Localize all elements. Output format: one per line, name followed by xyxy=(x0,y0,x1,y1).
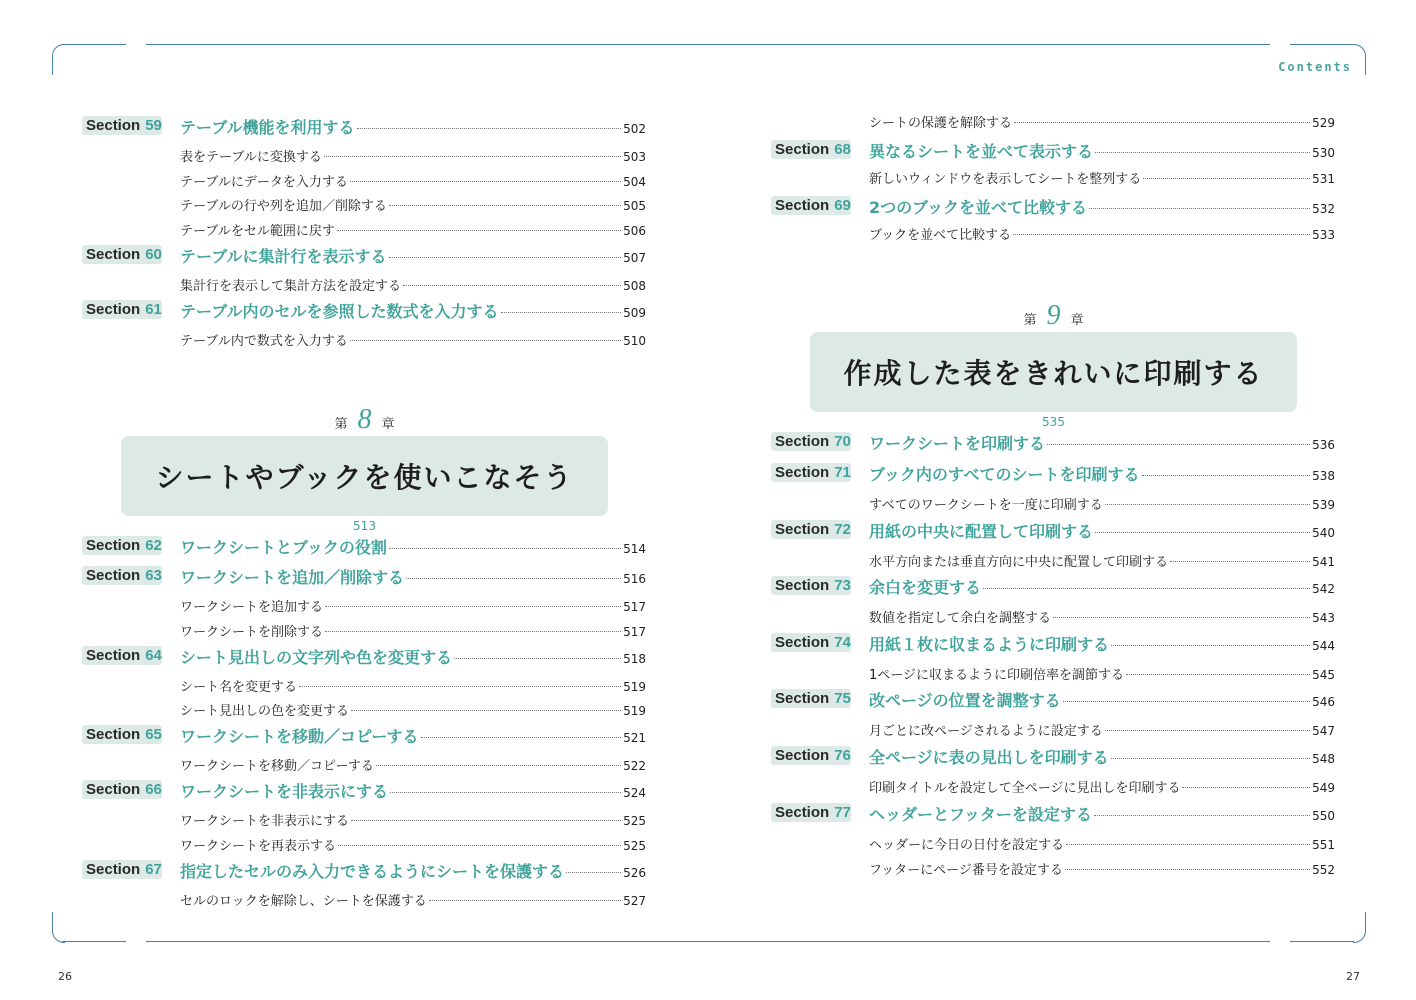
section-entry[interactable] xyxy=(180,645,646,668)
section-entry[interactable] xyxy=(180,859,646,882)
toc-subentry[interactable] xyxy=(180,621,646,640)
section-label: Section xyxy=(86,117,141,134)
section-number: 69 xyxy=(834,196,851,214)
subentry-title: フッターにページ番号を設定する xyxy=(869,862,1063,878)
section-page: 550 xyxy=(1312,808,1335,823)
section-page: 509 xyxy=(623,305,646,320)
dot-leader xyxy=(1014,122,1310,123)
section-badge xyxy=(771,746,851,765)
toc-subentry[interactable] xyxy=(869,607,1335,626)
section-title: ワークシートを非表示にする xyxy=(180,782,389,802)
subentry-title: シート見出しの色を変更する xyxy=(180,704,350,720)
section-entry[interactable] xyxy=(869,688,1335,711)
section-number: 67 xyxy=(145,860,162,878)
subentry-page: 545 xyxy=(1312,667,1335,682)
section-title: ブック内のすべてのシートを印刷する xyxy=(869,465,1140,484)
subentry-title: 表をテーブルに変換する xyxy=(180,150,322,165)
section-page: 540 xyxy=(1312,525,1335,540)
section-badge xyxy=(771,576,851,595)
subentry-title: ワークシートを移動／コピーする xyxy=(180,759,374,775)
chapter-number: 9 xyxy=(1046,300,1061,331)
dot-leader xyxy=(1089,208,1310,209)
section-title: 改ページの位置を調整する xyxy=(869,691,1061,711)
subentry-page: 529 xyxy=(1312,116,1335,130)
section-title: ワークシートとブックの役割 xyxy=(180,538,387,557)
subentry-page: 539 xyxy=(1312,498,1335,512)
dot-leader xyxy=(1053,617,1310,618)
section-entry[interactable] xyxy=(869,519,1335,542)
chapter-page: 535 xyxy=(1042,415,1065,429)
section-page: 521 xyxy=(623,731,646,746)
section-entry[interactable] xyxy=(180,535,646,558)
dot-leader xyxy=(1063,701,1310,702)
section-page: 514 xyxy=(623,542,646,556)
dot-leader xyxy=(1170,561,1310,562)
chapter-9-label xyxy=(810,300,1297,332)
dot-leader xyxy=(406,578,621,579)
frame-bottom-left xyxy=(62,941,126,942)
section-label: Section xyxy=(775,633,830,651)
toc-subentry[interactable] xyxy=(180,330,646,349)
section-title: 全ページに表の見出しを印刷する xyxy=(869,748,1109,767)
section-badge xyxy=(82,646,162,665)
section-label: Section xyxy=(775,747,830,764)
section-entry[interactable] xyxy=(869,802,1335,825)
section-page: 524 xyxy=(623,786,646,801)
section-label: Section xyxy=(775,690,830,708)
section-badge xyxy=(771,432,851,451)
section-page: 507 xyxy=(623,250,646,265)
dot-leader xyxy=(376,765,621,766)
dot-leader xyxy=(1111,645,1310,646)
section-title: ワークシートを移動／コピーする xyxy=(180,727,419,747)
toc-subentry[interactable] xyxy=(180,171,646,190)
section-label: Section xyxy=(86,646,141,664)
subentry-title: ワークシートを追加する xyxy=(180,600,324,615)
dot-leader xyxy=(1066,844,1310,845)
section-badge xyxy=(771,803,851,822)
section-number: 64 xyxy=(145,646,162,664)
subentry-title: 月ごとに改ページされるように設定する xyxy=(869,724,1103,740)
toc-subentry[interactable] xyxy=(180,596,646,615)
toc-subentry[interactable] xyxy=(180,275,646,294)
dot-leader xyxy=(1094,815,1310,816)
dot-leader xyxy=(389,548,621,549)
section-label: Section xyxy=(86,537,141,554)
section-label: Section xyxy=(775,464,830,481)
toc-left-part-a xyxy=(82,116,646,356)
dot-leader xyxy=(325,631,621,632)
subentry-title: セルのロックを解除し、シートを保護する xyxy=(180,893,427,909)
chapter-9-block xyxy=(810,300,1297,429)
subentry-page: 552 xyxy=(1312,862,1335,877)
dot-leader xyxy=(350,340,621,341)
section-title: テーブル機能を利用する xyxy=(180,118,355,137)
section-badge xyxy=(771,196,851,215)
subentry-page: 533 xyxy=(1312,227,1335,242)
subentry-page: 508 xyxy=(623,278,646,293)
toc-subentry[interactable] xyxy=(180,700,646,719)
toc-subentry[interactable] xyxy=(180,810,646,829)
dot-leader xyxy=(350,181,621,182)
section-number: 68 xyxy=(834,141,851,158)
section-label: Section xyxy=(775,433,830,450)
section-page: 536 xyxy=(1312,438,1335,452)
toc-subentry[interactable] xyxy=(180,835,646,854)
section-badge xyxy=(771,463,851,482)
frame-bottom-center xyxy=(146,941,1270,942)
dot-leader xyxy=(1143,178,1310,179)
section-badge xyxy=(771,689,851,708)
section-number: 61 xyxy=(145,300,162,318)
section-entry[interactable] xyxy=(869,745,1335,768)
dot-leader xyxy=(1142,475,1311,476)
section-entry[interactable] xyxy=(869,195,1335,218)
section-title: 異なるシートを並べて表示する xyxy=(869,142,1094,161)
subentry-title: 印刷タイトルを設定して全ページに見出しを印刷する xyxy=(869,781,1181,796)
section-label: Section xyxy=(86,300,141,318)
section-number: 65 xyxy=(145,726,162,744)
subentry-page: 527 xyxy=(623,893,646,908)
section-number: 66 xyxy=(145,781,162,799)
subentry-title: ワークシートを削除する xyxy=(180,624,324,640)
section-number: 77 xyxy=(834,803,851,821)
dot-leader xyxy=(1065,869,1310,870)
section-number: 72 xyxy=(834,520,851,538)
section-page: 538 xyxy=(1312,469,1335,483)
chapter-prefix: 第 xyxy=(1023,313,1037,328)
toc-subentry[interactable] xyxy=(180,220,646,239)
toc-subentry[interactable] xyxy=(869,859,1335,878)
dot-leader xyxy=(338,845,621,846)
subentry-page: 517 xyxy=(623,624,646,639)
toc-right-part-a xyxy=(771,140,1335,250)
frame-top-center xyxy=(146,44,1270,45)
section-label: Section xyxy=(86,860,141,878)
subentry-page: 522 xyxy=(623,759,646,774)
chapter-title: シートやブックを使いこなそう xyxy=(121,436,608,516)
dot-leader xyxy=(421,737,622,738)
toc-subentry[interactable] xyxy=(180,146,646,165)
section-title: シート見出しの文字列や色を変更する xyxy=(180,647,453,667)
subentry-page: 510 xyxy=(623,333,646,348)
toc-right-part-b xyxy=(771,432,1335,878)
section-label: Section xyxy=(86,781,141,799)
section-label: Section xyxy=(775,803,830,821)
section-page: 532 xyxy=(1312,201,1335,216)
section-badge xyxy=(771,520,851,539)
section-number: 63 xyxy=(145,567,162,584)
subentry-page: 541 xyxy=(1312,554,1335,569)
section-badge xyxy=(771,140,851,159)
section-page: 548 xyxy=(1312,752,1335,766)
section-badge xyxy=(82,860,162,879)
dot-leader xyxy=(454,658,621,659)
section-title: 用紙１枚に収まるように印刷する xyxy=(869,634,1110,654)
section-page: 518 xyxy=(623,651,646,666)
dot-leader xyxy=(983,588,1310,589)
section-label: Section xyxy=(775,577,830,595)
subentry-title: 1ページに収まるように印刷倍率を調節する xyxy=(869,667,1125,683)
frame-corner-br xyxy=(1353,912,1366,943)
toc-left-part-b xyxy=(82,536,646,916)
section-title: ワークシートを追加／削除する xyxy=(180,568,405,587)
section-number: 74 xyxy=(834,633,851,651)
section-badge xyxy=(82,116,162,135)
subentry-page: 543 xyxy=(1312,611,1335,626)
frame-top-left xyxy=(62,44,126,45)
section-title: ワークシートを印刷する xyxy=(869,434,1046,453)
section-badge xyxy=(82,245,162,264)
toc-subentry[interactable] xyxy=(869,168,1335,187)
subentry-page: 551 xyxy=(1312,837,1335,852)
chapter-title: 作成した表をきれいに印刷する xyxy=(810,332,1297,412)
subentry-page: 549 xyxy=(1312,781,1335,795)
subentry-title: 新しいウィンドウを表示してシートを整列する xyxy=(869,172,1142,187)
frame-corner-tl xyxy=(52,44,65,75)
dot-leader xyxy=(351,820,621,821)
subentry-title: ワークシートを再表示する xyxy=(180,838,337,854)
section-entry[interactable] xyxy=(869,632,1335,655)
toc-subentry[interactable] xyxy=(869,494,1335,513)
toc-subentry[interactable] xyxy=(869,720,1335,739)
section-label: Section xyxy=(775,520,830,538)
dot-leader xyxy=(351,710,621,711)
chapter-suffix: 章 xyxy=(381,417,395,432)
subentry-title: テーブルの行や列を追加／削除する xyxy=(180,199,387,214)
frame-top-right xyxy=(1290,44,1354,45)
dot-leader xyxy=(389,205,621,206)
chapter-8-block xyxy=(121,404,608,533)
contents-label: Contents xyxy=(1278,60,1352,74)
subentry-page: 531 xyxy=(1312,172,1335,186)
dot-leader xyxy=(325,606,621,607)
section-badge xyxy=(82,536,162,555)
toc-subentry[interactable] xyxy=(180,755,646,774)
dot-leader xyxy=(1105,730,1310,731)
toc-subentry[interactable] xyxy=(869,834,1335,853)
section-page: 502 xyxy=(623,122,646,136)
section-entry[interactable] xyxy=(869,575,1335,598)
section-label: Section xyxy=(86,726,141,744)
toc-subentry[interactable] xyxy=(180,195,646,214)
section-label: Section xyxy=(775,141,830,158)
dot-leader xyxy=(1013,234,1310,235)
section-number: 76 xyxy=(834,747,851,764)
subentry-page: 503 xyxy=(623,150,646,164)
page-number-left: 26 xyxy=(58,970,72,983)
dot-leader xyxy=(429,900,621,901)
dot-leader xyxy=(566,872,621,873)
section-number: 62 xyxy=(145,537,162,554)
dot-leader xyxy=(1105,504,1310,505)
section-badge xyxy=(82,566,162,585)
section-number: 60 xyxy=(145,245,162,263)
subentry-page: 519 xyxy=(623,704,646,719)
toc-subentry[interactable] xyxy=(869,777,1335,796)
section-number: 75 xyxy=(834,690,851,708)
section-number: 70 xyxy=(834,433,851,450)
subentry-title: すべてのワークシートを一度に印刷する xyxy=(869,498,1103,513)
section-page: 516 xyxy=(623,572,646,586)
dot-leader xyxy=(1126,674,1310,675)
subentry-title: テーブルをセル範囲に戻す xyxy=(180,223,335,239)
subentry-page: 517 xyxy=(623,600,646,614)
chapter-page: 513 xyxy=(353,519,376,533)
section-entry[interactable] xyxy=(180,779,646,802)
toc-subentry[interactable] xyxy=(869,224,1335,243)
toc-right-lead xyxy=(771,112,1335,134)
subentry-title: 集計行を表示して集計方法を設定する xyxy=(180,278,402,294)
chapter-number: 8 xyxy=(357,404,372,435)
subentry-title: ワークシートを非表示にする xyxy=(180,814,350,830)
page-number-right: 27 xyxy=(1346,970,1360,983)
section-entry[interactable] xyxy=(180,299,646,322)
section-entry[interactable] xyxy=(180,565,646,588)
section-number: 59 xyxy=(145,117,162,134)
subentry-title: テーブルにデータを入力する xyxy=(180,174,348,190)
toc-subentry[interactable] xyxy=(869,664,1335,683)
toc-subentry[interactable] xyxy=(180,890,646,909)
section-label: Section xyxy=(775,196,830,214)
section-badge xyxy=(771,633,851,652)
section-entry[interactable] xyxy=(869,139,1335,162)
section-entry[interactable] xyxy=(180,244,646,267)
toc-subentry[interactable] xyxy=(869,112,1335,131)
section-title: テーブルに集計行を表示する xyxy=(180,246,387,266)
section-badge xyxy=(82,780,162,799)
dot-leader xyxy=(1095,152,1310,153)
subentry-page: 506 xyxy=(623,223,646,238)
toc-subentry[interactable] xyxy=(869,551,1335,570)
subentry-page: 505 xyxy=(623,199,646,213)
dot-leader xyxy=(299,686,621,687)
frame-bottom-right xyxy=(1290,941,1354,942)
section-page: 530 xyxy=(1312,146,1335,160)
section-entry[interactable] xyxy=(180,115,646,138)
subentry-title: ヘッダーに今日の日付を設定する xyxy=(869,837,1065,853)
subentry-page: 525 xyxy=(623,814,646,829)
section-entry[interactable] xyxy=(180,724,646,747)
subentry-title: シート名を変更する xyxy=(180,679,298,695)
section-number: 71 xyxy=(834,464,851,481)
section-badge xyxy=(82,725,162,744)
section-number: 73 xyxy=(834,577,851,595)
chapter-8-label xyxy=(121,404,608,436)
toc-subentry[interactable] xyxy=(180,676,646,695)
dot-leader xyxy=(501,312,622,313)
section-title: 2つのブックを並べて比較する xyxy=(869,197,1088,217)
section-title: ヘッダーとフッターを設定する xyxy=(869,804,1092,824)
subentry-title: 水平方向または垂直方向に中央に配置して印刷する xyxy=(869,554,1169,570)
section-entry[interactable] xyxy=(869,462,1335,485)
subentry-page: 504 xyxy=(623,174,646,189)
dot-leader xyxy=(389,257,622,258)
section-page: 542 xyxy=(1312,582,1335,597)
subentry-page: 525 xyxy=(623,838,646,853)
section-label: Section xyxy=(86,245,141,263)
dot-leader xyxy=(1111,758,1310,759)
section-title: 用紙の中央に配置して印刷する xyxy=(869,521,1094,541)
section-entry[interactable] xyxy=(869,431,1335,454)
section-label: Section xyxy=(86,567,141,584)
dot-leader xyxy=(1095,532,1310,533)
section-page: 546 xyxy=(1312,695,1335,710)
subentry-title: ブックを並べて比較する xyxy=(869,227,1012,243)
section-title: 指定したセルのみ入力できるようにシートを保護する xyxy=(180,861,565,881)
section-title: 余白を変更する xyxy=(869,578,982,598)
chapter-suffix: 章 xyxy=(1070,313,1084,328)
dot-leader xyxy=(403,285,621,286)
chapter-prefix: 第 xyxy=(334,417,348,432)
dot-leader xyxy=(1047,444,1310,445)
section-title: テーブル内のセルを参照した数式を入力する xyxy=(180,301,499,321)
subentry-title: テーブル内で数式を入力する xyxy=(180,333,348,349)
frame-corner-bl xyxy=(52,912,65,943)
subentry-page: 519 xyxy=(623,679,646,694)
section-page: 526 xyxy=(623,865,646,880)
frame-corner-tr xyxy=(1353,44,1366,75)
section-page: 544 xyxy=(1312,638,1335,653)
section-badge xyxy=(82,300,162,319)
dot-leader xyxy=(337,230,621,231)
subentry-page: 547 xyxy=(1312,724,1335,739)
dot-leader xyxy=(390,792,621,793)
dot-leader xyxy=(1182,787,1310,788)
dot-leader xyxy=(357,128,622,129)
dot-leader xyxy=(324,156,621,157)
subentry-title: 数値を指定して余白を調整する xyxy=(869,611,1052,627)
subentry-title: シートの保護を解除する xyxy=(869,116,1013,131)
